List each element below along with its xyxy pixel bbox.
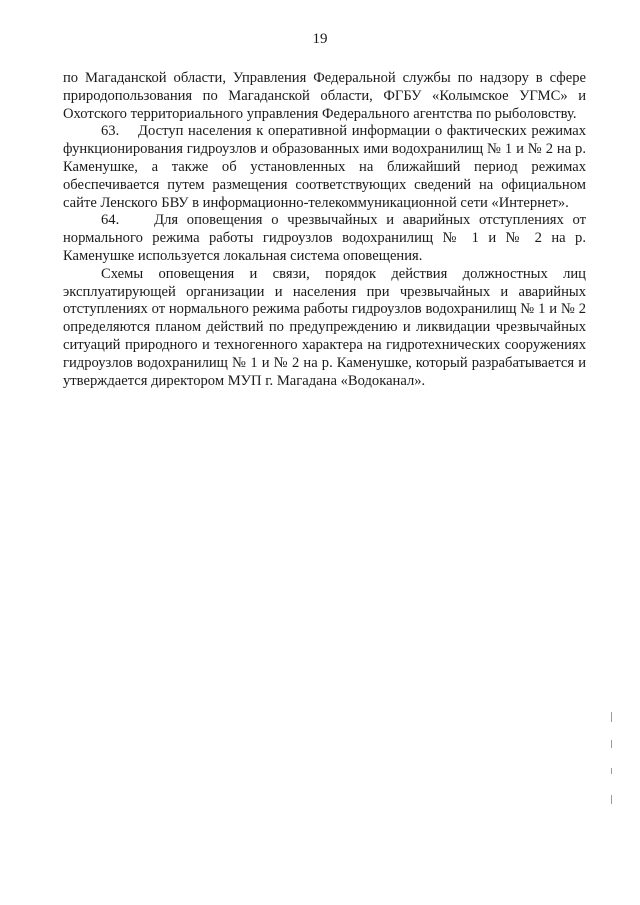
document-body — [63, 70, 586, 390]
paragraph-63: 63. Доступ населения к оперативной информации о фактических режимах функционирования гидроузлов и образованных ими водохранилищ № 1 и № 2 на р. Каменушке, а также об установленных на ближайший период режимах обеспечивается путем размещения соответствующих сведений на официальном сайте Ленского БВУ в информационно-телекоммуникационной сети «Интернет». — [63, 123, 586, 211]
paragraph-64: 64. Для оповещения о чрезвычайных и аварийных отступлениях от нормального режима работы гидроузлов водохранилищ № 1 и № 2 на р. Каменушке используется локальная система оповещения. — [63, 212, 586, 264]
paragraph-continuation: по Магаданской области, Управления Федеральной службы по надзору в сфере природопользования по Магаданской области, ФГБУ «Колымское УГМС» и Охотского территориального управления Федерального агентства по рыболовству. — [63, 70, 586, 122]
scan-margin-mark — [611, 795, 612, 804]
page-number: 19 — [312, 31, 328, 47]
paragraph-notification-schemes: Схемы оповещения и связи, порядок действия должностных лиц эксплуатирующей организации и населения при чрезвычайных и аварийных отступлениях от нормального режима работы гидроузлов водохранилищ № 1 и № 2 определяются планом действий по предупреждению и ликвидации чрезвычайных ситуаций природного и техногенного характера на гидротехнических сооружениях гидроузлов водохранилищ № 1 и № 2 на р. Каменушке, который разрабатывается и утверждается директором МУП г. Магадана «Водоканал». — [63, 265, 586, 389]
scan-margin-mark — [611, 768, 612, 774]
scan-margin-mark — [611, 740, 612, 748]
scan-margin-mark — [611, 712, 612, 722]
